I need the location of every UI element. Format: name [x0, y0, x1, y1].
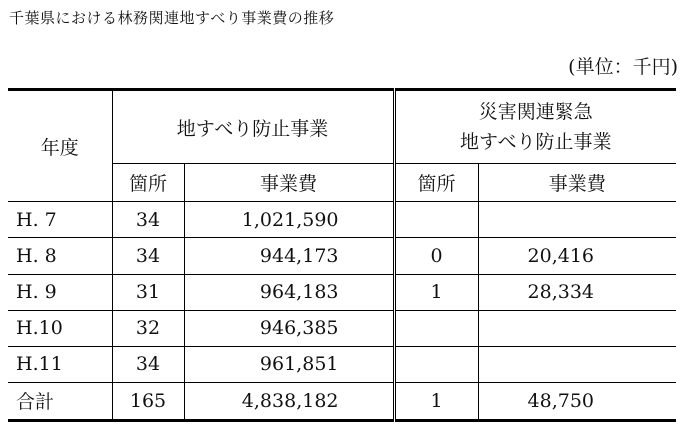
count-cell: 34	[112, 238, 184, 274]
count-cell: 31	[112, 274, 184, 310]
cost-table	[8, 88, 676, 422]
emergency-count-cell	[394, 202, 478, 238]
emergency-count-cell: 0	[394, 238, 478, 274]
header-emergency-line2: 地すべり防止事業	[459, 131, 612, 154]
table-row	[8, 310, 676, 346]
header-emergency-line1: 災害関連緊急	[478, 101, 593, 124]
emergency-cost-cell	[478, 346, 676, 382]
header-emergency-project	[394, 90, 676, 164]
emergency-count-cell	[394, 346, 478, 382]
header-cost-1: 事業費	[184, 164, 394, 202]
header-count-1: 箇所	[112, 164, 184, 202]
emergency-cost-cell	[478, 310, 676, 346]
year-cell: H. 9	[8, 274, 112, 310]
header-count-2: 箇所	[394, 164, 478, 202]
count-cell: 34	[112, 346, 184, 382]
header-cost-2: 事業費	[478, 164, 676, 202]
emergency-cost-cell: 20,416	[478, 238, 676, 274]
emergency-cost-cell	[478, 202, 676, 238]
count-cell: 34	[112, 202, 184, 238]
year-cell: 合計	[8, 382, 112, 420]
table-row	[8, 346, 676, 382]
header-row-1	[8, 90, 676, 164]
cost-cell: 946,385	[184, 310, 394, 346]
count-cell: 32	[112, 310, 184, 346]
emergency-cost-cell: 48,750	[478, 382, 676, 420]
year-cell: H.10	[8, 310, 112, 346]
table-row	[8, 202, 676, 238]
header-landslide-project: 地すべり防止事業	[112, 90, 394, 164]
cost-cell: 944,173	[184, 238, 394, 274]
emergency-count-cell: 1	[394, 382, 478, 420]
cost-cell: 964,183	[184, 274, 394, 310]
count-cell: 165	[112, 382, 184, 420]
table-row	[8, 238, 676, 274]
emergency-count-cell: 1	[394, 274, 478, 310]
year-cell: H. 7	[8, 202, 112, 238]
year-cell: H.11	[8, 346, 112, 382]
page-title: 千葉県における林務関連地すべり事業費の推移	[9, 9, 335, 27]
cost-cell: 1,021,590	[184, 202, 394, 238]
cost-cell: 961,851	[184, 346, 394, 382]
year-cell: H. 8	[8, 238, 112, 274]
total-row	[8, 382, 676, 420]
header-year: 年度	[8, 90, 112, 202]
unit-label: (単位：千円)	[568, 56, 678, 78]
emergency-count-cell	[394, 310, 478, 346]
cost-cell: 4,838,182	[184, 382, 394, 420]
table-row	[8, 274, 676, 310]
emergency-cost-cell: 28,334	[478, 274, 676, 310]
